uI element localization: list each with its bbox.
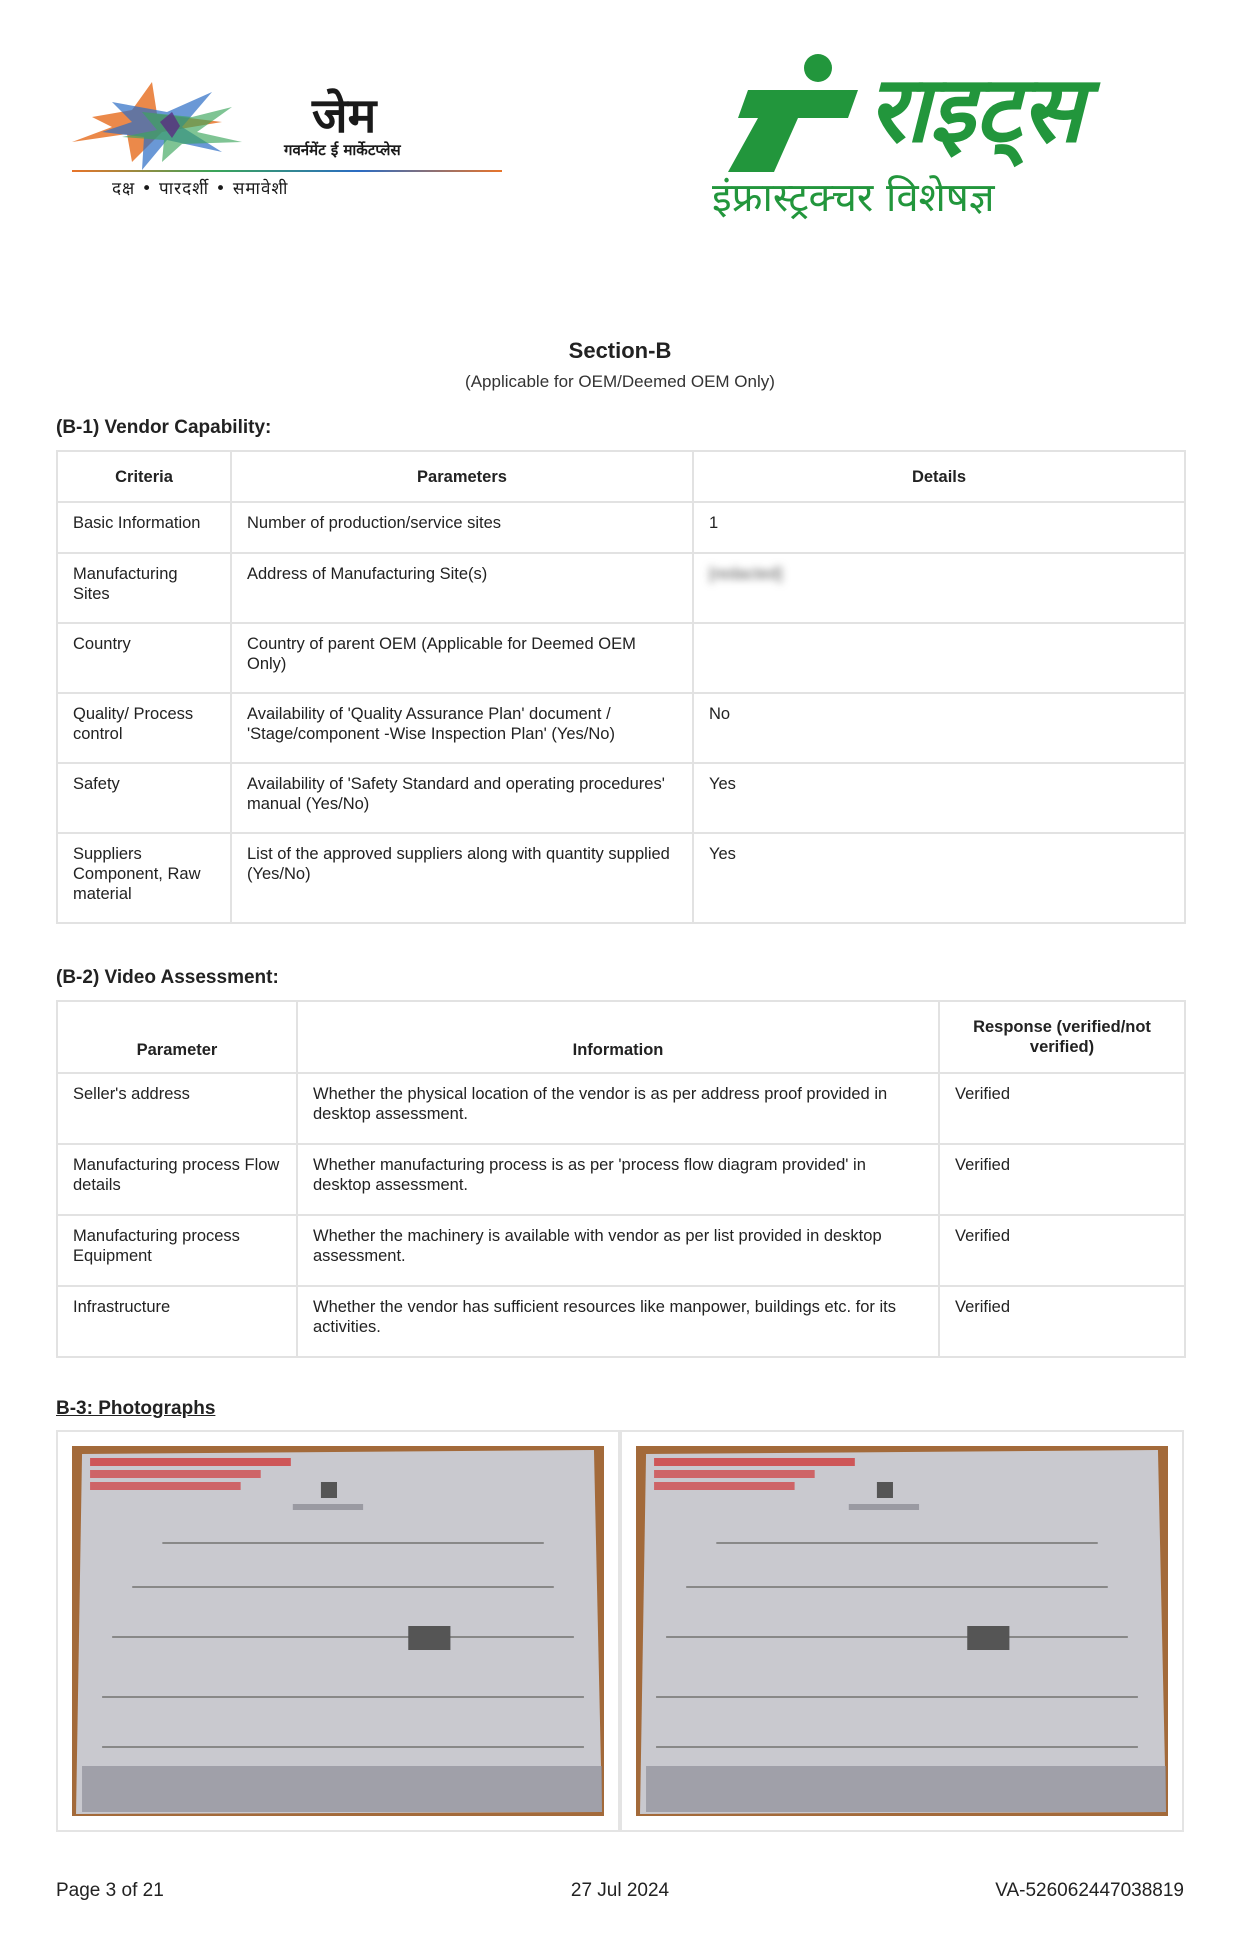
- gem-star-icon: [72, 82, 272, 172]
- information-cell: Whether the physical location of the vendor is as per address proof provided in desktop assessment.: [297, 1073, 939, 1144]
- table-row: [57, 502, 1185, 553]
- parameter-cell: Availability of 'Quality Assurance Plan' document / 'Stage/component -Wise Inspection Plan' (Yes/No): [231, 693, 693, 763]
- table-row: [57, 833, 1185, 923]
- rites-emblem-icon: [708, 50, 878, 180]
- table-row: [57, 763, 1185, 833]
- criteria-cell: Quality/ Process control: [57, 693, 231, 763]
- rites-logo: [708, 50, 1178, 240]
- criteria-cell: Suppliers Component, Raw material: [57, 833, 231, 923]
- details-cell: 1: [693, 502, 1185, 553]
- photo-frame-1: [56, 1430, 620, 1832]
- table-row: [57, 1144, 1185, 1215]
- column-header-response: Response (verified/not verified): [939, 1001, 1185, 1073]
- column-header-information: Information: [297, 1001, 939, 1073]
- details-cell: No: [693, 693, 1185, 763]
- vendor-capability-table: [56, 450, 1186, 924]
- section-subtitle: (Applicable for OEM/Deemed OEM Only): [465, 372, 775, 391]
- page-number: Page 3 of 21: [56, 1880, 164, 1901]
- video-assessment-heading: (B-2) Video Assessment:: [56, 967, 279, 988]
- rites-logo-word: राइट्स: [868, 56, 1084, 163]
- gem-logo-divider: [72, 170, 502, 172]
- vendor-capability-heading: (B-1) Vendor Capability:: [56, 417, 272, 438]
- column-header-details: Details: [693, 451, 1185, 502]
- details-cell: Yes: [693, 833, 1185, 923]
- document-photo-1: [72, 1446, 604, 1816]
- parameter-cell: Manufacturing process Flow details: [57, 1144, 297, 1215]
- information-cell: Whether manufacturing process is as per 'process flow diagram provided' in desktop assessment.: [297, 1144, 939, 1215]
- column-header-parameter: Parameter: [57, 1001, 297, 1073]
- response-cell: Verified: [939, 1073, 1185, 1144]
- gem-logo-subtitle: गवर्नमेंट ई मार्केटप्लेस: [284, 141, 401, 159]
- criteria-cell: Country: [57, 623, 231, 693]
- information-cell: Whether the machinery is available with vendor as per list provided in desktop assessment.: [297, 1215, 939, 1286]
- table-row: [57, 623, 1185, 693]
- details-cell-redacted: [693, 553, 1185, 623]
- response-cell: Verified: [939, 1144, 1185, 1215]
- column-header-criteria: Criteria: [57, 451, 231, 502]
- information-cell: Whether the vendor has sufficient resources like manpower, buildings etc. for its activities.: [297, 1286, 939, 1357]
- parameter-cell: List of the approved suppliers along with quantity supplied (Yes/No): [231, 833, 693, 923]
- parameter-cell: Seller's address: [57, 1073, 297, 1144]
- table-header-row: [57, 1001, 1185, 1073]
- photo-frame-2: [620, 1430, 1184, 1832]
- parameter-cell: Manufacturing process Equipment: [57, 1215, 297, 1286]
- criteria-cell: Basic Information: [57, 502, 231, 553]
- details-cell: [693, 623, 1185, 693]
- redacted-address-text: [redacted]: [709, 565, 783, 583]
- video-assessment-table: [56, 1000, 1186, 1358]
- details-cell: Yes: [693, 763, 1185, 833]
- document-date: 27 Jul 2024: [570, 1880, 670, 1901]
- column-header-parameters: Parameters: [231, 451, 693, 502]
- response-cell: Verified: [939, 1286, 1185, 1357]
- photographs-panel: [56, 1430, 1184, 1832]
- table-row: [57, 1073, 1185, 1144]
- table-row: [57, 553, 1185, 623]
- reference-number: VA-526062447038819: [995, 1880, 1184, 1901]
- parameter-cell: Country of parent OEM (Applicable for Deemed OEM Only): [231, 623, 693, 693]
- rites-logo-subtitle: इंफ्रास्ट्रक्चर विशेषज्ञ: [712, 175, 995, 221]
- criteria-cell: Manufacturing Sites: [57, 553, 231, 623]
- photographs-heading: B-3: Photographs: [56, 1398, 216, 1419]
- gem-logo: [72, 82, 512, 202]
- document-photo-2: [636, 1446, 1168, 1816]
- parameter-cell: Address of Manufacturing Site(s): [231, 553, 693, 623]
- parameter-cell: Availability of 'Safety Standard and operating procedures' manual (Yes/No): [231, 763, 693, 833]
- table-row: [57, 693, 1185, 763]
- parameter-cell: Infrastructure: [57, 1286, 297, 1357]
- response-cell: Verified: [939, 1215, 1185, 1286]
- table-row: [57, 1286, 1185, 1357]
- table-row: [57, 1215, 1185, 1286]
- table-header-row: [57, 451, 1185, 502]
- gem-logo-word: जेम: [312, 88, 377, 144]
- gem-logo-tagline: दक्ष • पारदर्शी • समावेशी: [112, 179, 289, 199]
- parameter-cell: Number of production/service sites: [231, 502, 693, 553]
- section-title: Section-B: [568, 338, 672, 363]
- criteria-cell: Safety: [57, 763, 231, 833]
